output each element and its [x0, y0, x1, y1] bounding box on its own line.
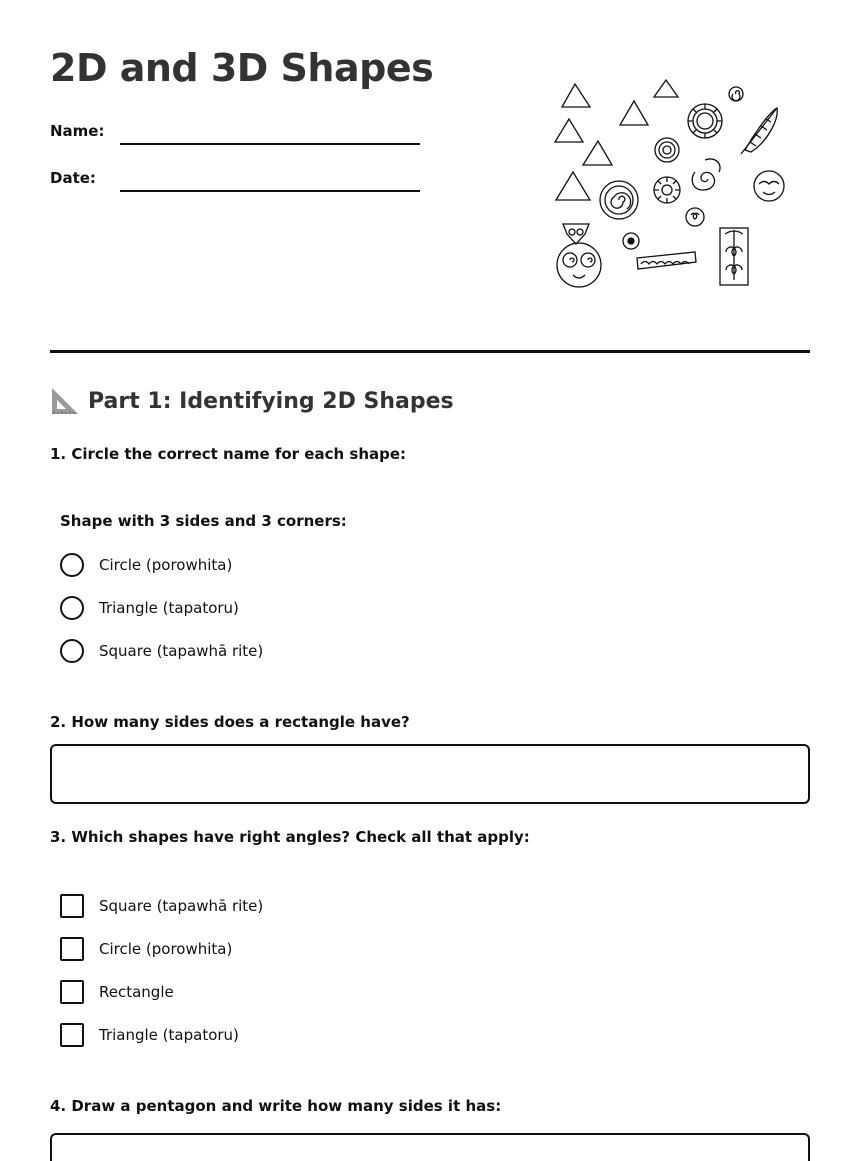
q4-text: 4. Draw a pentagon and write how many sides it has:	[50, 1097, 502, 1115]
date-label: Date:	[50, 169, 96, 187]
q1-prompt: Shape with 3 sides and 3 corners:	[60, 512, 347, 530]
q1-option-square[interactable]	[60, 639, 263, 663]
q3-checkbox-triangle[interactable]	[60, 1023, 84, 1047]
q3-checkbox-circle[interactable]	[60, 937, 84, 961]
page-title: 2D and 3D Shapes	[50, 46, 434, 90]
q3-option-triangle[interactable]	[60, 1023, 239, 1047]
header-divider	[50, 350, 810, 353]
q3-option-label: Rectangle	[99, 983, 174, 1001]
q2-text: 2. How many sides does a rectangle have?	[50, 713, 410, 731]
part1-heading-text: Part 1: Identifying 2D Shapes	[88, 388, 454, 414]
q2-answer-box[interactable]	[50, 744, 810, 804]
name-label: Name:	[50, 122, 105, 140]
q1-option-triangle[interactable]	[60, 596, 239, 620]
shapes-illustration	[545, 72, 795, 292]
q1-option-label: Triangle (tapatoru)	[99, 599, 239, 617]
q3-option-label: Triangle (tapatoru)	[99, 1026, 239, 1044]
q3-option-rectangle[interactable]	[60, 980, 174, 1004]
q3-option-label: Circle (porowhita)	[99, 940, 233, 958]
set-square-icon	[50, 386, 80, 416]
q1-radio-triangle[interactable]	[60, 596, 84, 620]
q4-drawing-box[interactable]	[50, 1133, 810, 1161]
part1-heading	[50, 386, 454, 416]
q1-option-label: Circle (porowhita)	[99, 556, 233, 574]
q3-option-circle[interactable]	[60, 937, 232, 961]
q1-radio-circle[interactable]	[60, 553, 84, 577]
q1-radio-square[interactable]	[60, 639, 84, 663]
q3-checkbox-rectangle[interactable]	[60, 980, 84, 1004]
q3-text: 3. Which shapes have right angles? Check all that apply:	[50, 828, 530, 846]
q3-option-square[interactable]	[60, 894, 263, 918]
name-field[interactable]	[120, 143, 420, 145]
date-field[interactable]	[120, 190, 420, 192]
q3-checkbox-square[interactable]	[60, 894, 84, 918]
q3-option-label: Square (tapawhā rite)	[99, 897, 264, 915]
q1-option-label: Square (tapawhā rite)	[99, 642, 264, 660]
q1-option-circle[interactable]	[60, 553, 232, 577]
q1-text: 1. Circle the correct name for each shape:	[50, 445, 407, 463]
